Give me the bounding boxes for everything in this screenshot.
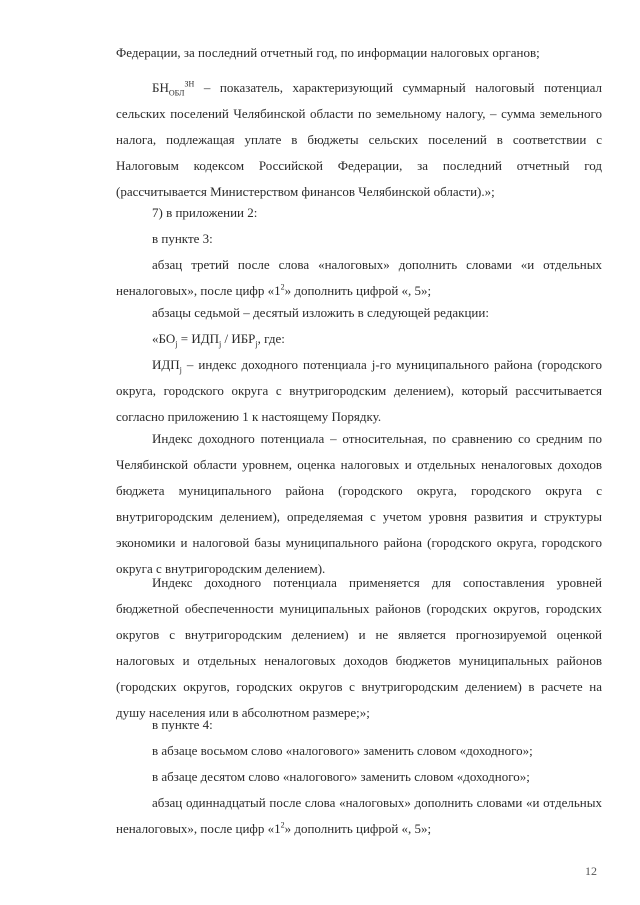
formula-bo [116,326,602,352]
paragraph-text: в абзаце восьмом слово «налогового» заменить словом «доходного»; [152,743,533,758]
paragraph-tenth-abzac [116,764,602,790]
paragraph-point-3 [116,226,602,252]
paragraph-seventh-tenth [116,300,602,326]
paragraph-appendix-2 [116,200,602,226]
paragraph-text: Индекс доходного потенциала – относительная, по сравнению со средним по Челябинской области уровнем, оценка налоговых и отдельных неналоговых доходов бюджета муниципального района (городского округа, городского округа с внутригородским делением), определяемая с учетом уровня развития и структуры экономики и налоговой базы муниципального района (городского округа, городского округа с внутригородским делением). [116,431,602,576]
paragraph-text: Федерации, за последний отчетный год, по информации налоговых органов; [116,45,540,60]
paragraph-index-definition [116,426,602,582]
page-number: 12 [585,864,597,878]
formula-symbol: БН [152,80,169,95]
paragraph-text: в абзаце десятом слово «налогового» заменить словом «доходного»; [152,769,530,784]
formula-superscript: ЗН [184,79,195,89]
formula-subscript: j [218,339,222,349]
formula-subscript: j [175,339,178,349]
formula-subscript: j [179,365,182,375]
formula-subscript: j [255,339,258,349]
paragraph-eleventh-abzac [116,790,602,842]
formula-subscript: ОБЛ [168,88,185,98]
paragraph-text: абзац третий после слова «налоговых» дополнить словами «и отдельных неналоговых», после цифр «1 [116,257,602,298]
paragraph-federation [116,40,602,66]
paragraph-text: – индекс доходного потенциала j-го муниципального района (городского округа, городского округа с внутригородским делением), который рассчитывается согласно приложению 1 к настоящему Порядку. [116,357,602,424]
paragraph-text: – показатель, характеризующий суммарный налоговый потенциал сельских поселений Челябинской области по земельному налогу, – сумма земельного налога, подлежащая уплате в бюджеты сельских поселений в соответствии с Налоговым кодексом Российской Федерации, за последний отчетный год (рассчитывается Министерством финансов Челябинской области).»; [116,80,602,199]
paragraph-idp-definition [116,352,602,430]
formula-part: , где: [257,331,285,346]
paragraph-bn-definition [116,75,602,205]
paragraph-text: 7) в приложении 2: [152,205,258,220]
formula-part: / ИБР [221,331,256,346]
paragraph-index-usage [116,570,602,726]
paragraph-text: в пункте 4: [152,717,213,732]
superscript: 2 [280,282,285,292]
formula-symbol: ИДП [152,357,180,372]
paragraph-text: Индекс доходного потенциала применяется для сопоставления уровней бюджетной обеспеченности муниципальных районов (городских округов, городских округов с внутригородским делением) и не является прогнозируемой оценкой налоговых и отдельных неналоговых доходов бюджетов муниципальных районов (городских округов, городских округов с внутригородским делением) в расчете на душу населения или в абсолютном размере;»; [116,575,602,720]
formula-part: = ИДП [177,331,219,346]
formula-part: «БО [152,331,176,346]
superscript: 2 [280,820,285,830]
paragraph-text: » дополнить цифрой «, 5»; [284,283,432,298]
paragraph-point-4 [116,712,602,738]
paragraph-third-abzac [116,252,602,304]
paragraph-text: абзацы седьмой – десятый изложить в следующей редакции: [152,305,489,320]
paragraph-text: » дополнить цифрой «, 5»; [284,821,432,836]
paragraph-text: в пункте 3: [152,231,213,246]
paragraph-eighth-abzac [116,738,602,764]
paragraph-text: абзац одиннадцатый после слова «налоговых» дополнить словами «и отдельных неналоговых», после цифр «1 [116,795,602,836]
